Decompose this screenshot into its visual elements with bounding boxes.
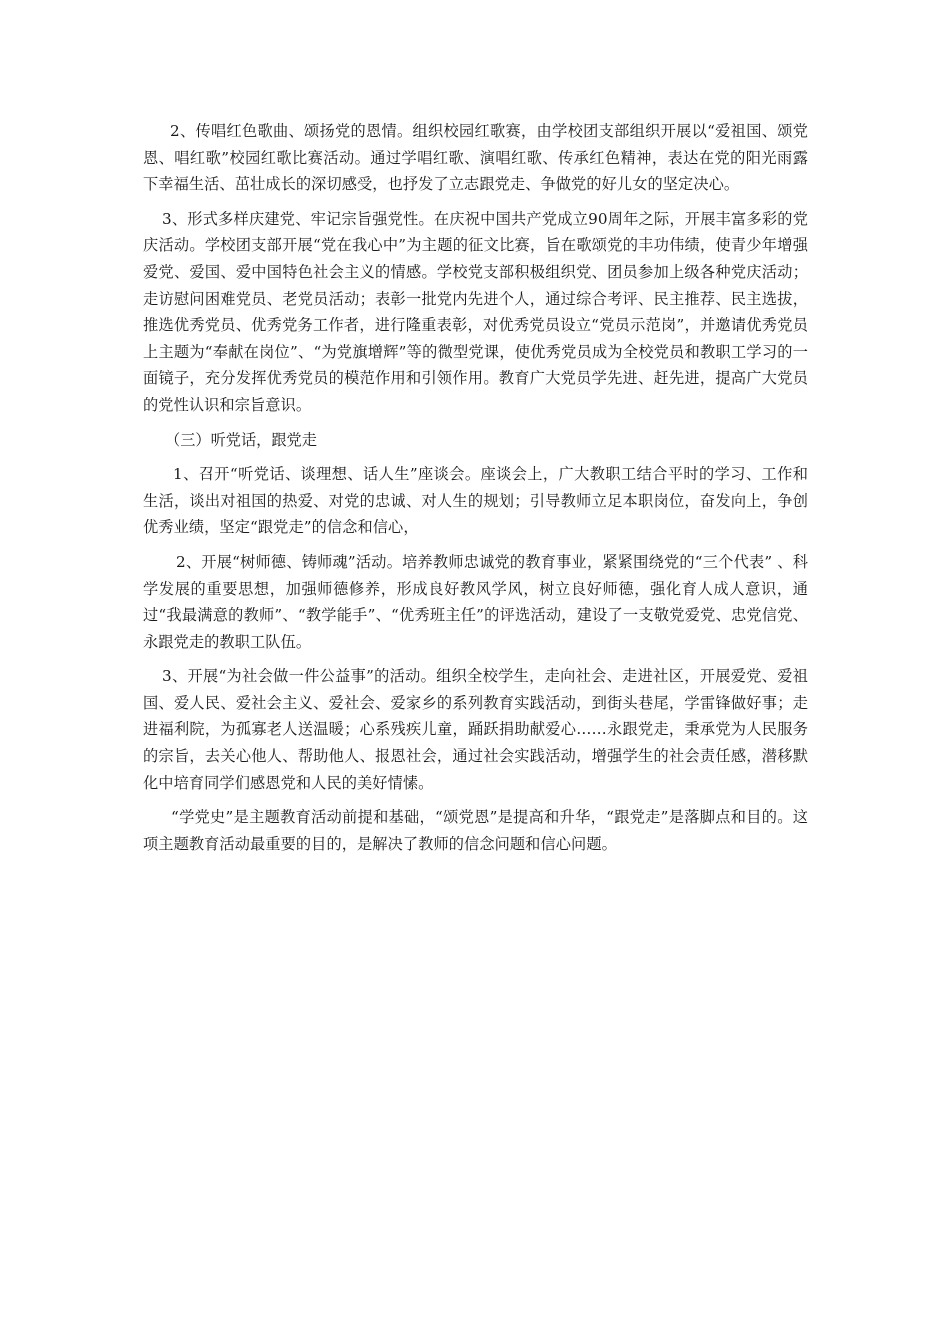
paragraph-conclusion: “学党史”是主题教育活动前提和基础，“颂党恩”是提高和升华，“跟党走”是落脚点和目的。这项主题教育活动最重要的目的，是解决了教师的信念问题和信心问题。 [143, 808, 808, 853]
paragraph-red-songs: 2、传唱红色歌曲、颂扬党的恩情。组织校园红歌赛，由学校团支部组织开展以“爱祖国、颂党恩、唱红歌”校园红歌比赛活动。通过学唱红歌、演唱红歌、传承红色精神，表达在党的阳光雨露下幸福生活、茁壮成长的深切感受，也抒发了立志跟党走、争做党的好儿女的坚定决心。 [143, 122, 808, 194]
paragraph-public-welfare: 3、开展“为社会做一件公益事”的活动。组织全校学生，走向社会、走进社区，开展爱党、爱祖国、爱人民、爱社会主义、爱社会、爱家乡的系列教育实践活动，到街头巷尾，学雷锋做好事；走进福利院，为孤寡老人送温暖；心系残疾儿童，踊跃捐助献爱心……永跟党走，秉承党为人民服务的宗旨，去关心他人、帮助他人、报恩社会，通过社会实践活动，增强学生的社会责任感，潜移默化中培育同学们感恩党和人民的美好情愫。 [143, 667, 808, 792]
document-page [143, 118, 808, 865]
paragraph-symposium: 1、召开“听党话、谈理想、话人生”座谈会。座谈会上，广大教职工结合平时的学习、工作和生活，谈出对祖国的热爱、对党的忠诚、对人生的规划；引导教师立足本职岗位，奋发向上，争创优秀业绩，坚定“跟党走”的信念和信心， [143, 465, 808, 537]
paragraph-party-celebration: 3、形式多样庆建党、牢记宗旨强党性。在庆祝中国共产党成立90周年之际，开展丰富多彩的党庆活动。学校团支部开展“党在我心中”为主题的征文比赛，旨在歌颂党的丰功伟绩，使青少年增强爱党、爱国、爱中国特色社会主义的情感。学校党支部积极组织党、团员参加上级各种党庆活动；走访慰问困难党员、老党员活动；表彰一批党内先进个人，通过综合考评、民主推荐、民主选拔，推选优秀党员、优秀党务工作者，进行隆重表彰，对优秀党员设立“党员示范岗”，并邀请优秀党员上主题为“奉献在岗位”、“为党旗增辉”等的微型党课，使优秀党员成为全校党员和教职工学习的一面镜子，充分发挥优秀党员的模范作用和引领作用。教育广大党员学先进、赶先进，提高广大党员的党性认识和宗旨意识。 [143, 209, 808, 414]
paragraph-teacher-ethics: 2、开展“树师德、铸师魂”活动。培养教师忠诚党的教育事业，紧紧围绕党的“三个代表” 、科学发展的重要思想，加强师德修养，形成良好教风学风，树立良好师德，强化育人成人意识，通过“我最满意的教师”、“教学能手”、“优秀班主任”的评选活动，建设了一支敬党爱党、忠党信党、永跟党走的教职工队伍。 [143, 552, 808, 651]
section-heading-listen-to-party: （三）听党话，跟党走 [165, 430, 317, 449]
